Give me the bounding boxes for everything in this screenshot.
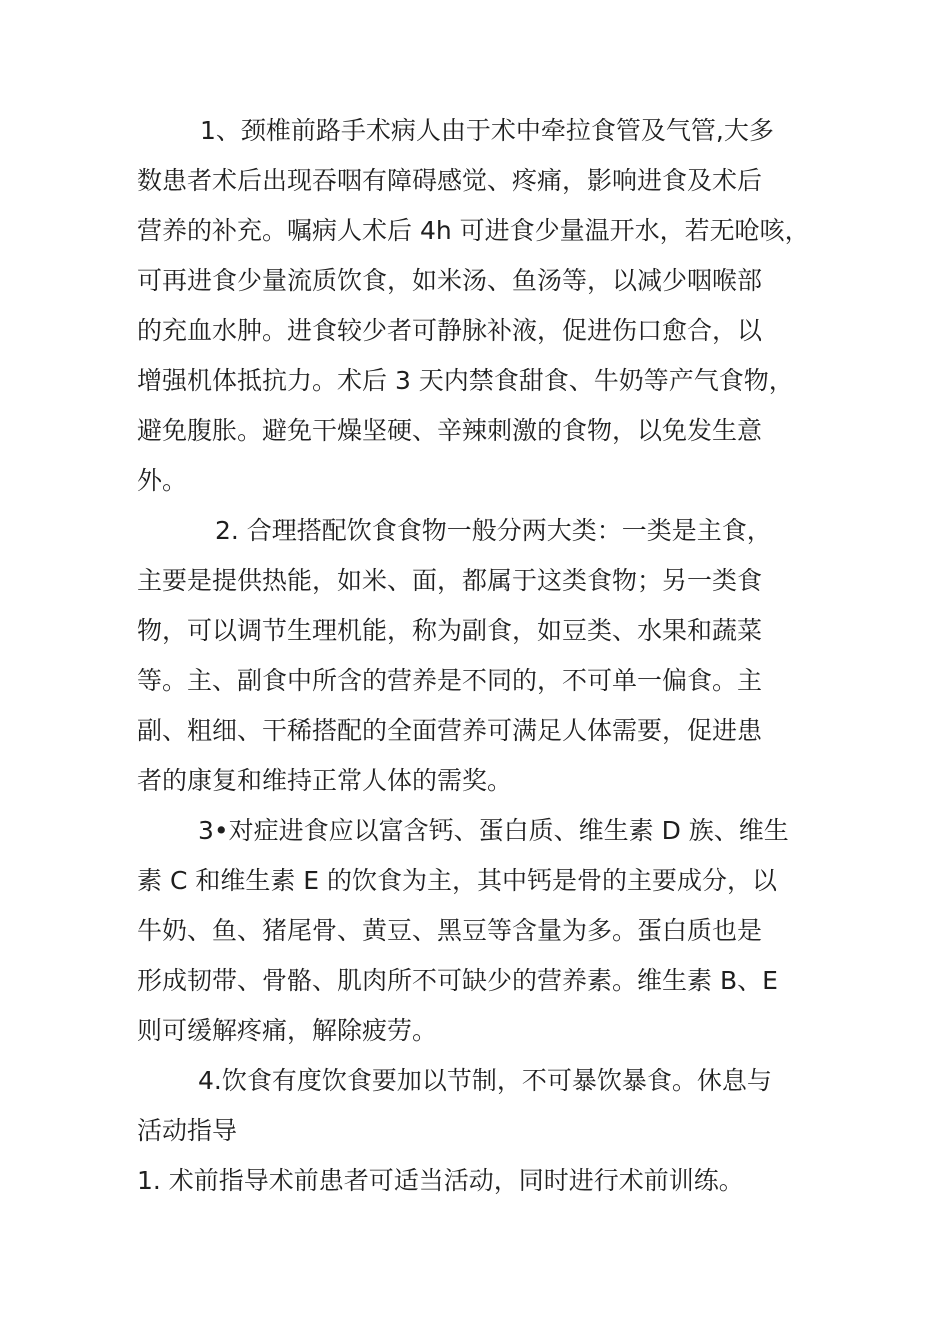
paragraph-line: 物，可以调节生理机能，称为副食，如豆类、水果和蔬菜 <box>137 616 763 645</box>
paragraph-line: 的充血水肿。进食较少者可静脉补液，促进伤口愈合，以 <box>137 316 763 345</box>
paragraph-line: 营养的补充。嘱病人术后 4h 可进食少量温开水，若无呛咳， <box>137 216 810 245</box>
paragraph-line: 3•对症进食应以富含钙、蛋白质、维生素 D 族、维生 <box>198 816 789 845</box>
paragraph-4 <box>137 1056 827 1156</box>
paragraph-line: 主要是提供热能，如米、面，都属于这类食物；另一类食 <box>137 566 763 595</box>
paragraph-line: 者的康复和维持正常人体的需奖。 <box>137 766 513 795</box>
paragraph-line: 增强机体抵抗力。术后 3 天内禁食甜食、牛奶等产气食物， <box>137 366 794 395</box>
paragraph-5 <box>137 1156 827 1206</box>
paragraph-1 <box>137 106 827 506</box>
paragraph-line: 形成韧带、骨骼、肌肉所不可缺少的营养素。维生素 B、E <box>137 966 778 995</box>
paragraph-line: 素 C 和维生素 E 的饮食为主，其中钙是骨的主要成分，以 <box>137 866 778 895</box>
paragraph-line: 外。 <box>137 466 188 495</box>
paragraph-line: 牛奶、鱼、猪尾骨、黄豆、黑豆等含量为多。蛋白质也是 <box>137 916 763 945</box>
paragraph-line: 2. 合理搭配饮食食物一般分两大类：一类是主食， <box>215 516 772 545</box>
paragraph-line: 数患者术后出现吞咽有障碍感觉、疼痛，影响进食及术后 <box>137 166 763 195</box>
paragraph-line: 1、颈椎前路手术病人由于术中牵拉食管及气管,大多 <box>200 116 774 145</box>
paragraph-line: 则可缓解疼痛，解除疲劳。 <box>137 1016 438 1045</box>
paragraph-3 <box>137 806 827 1056</box>
paragraph-line: 1. 术前指导术前患者可适当活动，同时进行术前训练。 <box>137 1166 744 1195</box>
paragraph-line: 4.饮食有度饮食要加以节制，不可暴饮暴食。休息与 <box>198 1066 772 1095</box>
paragraph-line: 可再进食少量流质饮食，如米汤、鱼汤等，以减少咽喉部 <box>137 266 763 295</box>
document-body <box>137 106 827 1206</box>
paragraph-2 <box>137 506 827 806</box>
paragraph-line: 避免腹胀。避免干燥坚硬、辛辣刺激的食物，以免发生意 <box>137 416 763 445</box>
paragraph-line: 等。主、副食中所含的营养是不同的，不可单一偏食。主 <box>137 666 763 695</box>
paragraph-line: 副、粗细、干稀搭配的全面营养可满足人体需要，促进患 <box>137 716 763 745</box>
paragraph-line: 活动指导 <box>137 1116 238 1145</box>
